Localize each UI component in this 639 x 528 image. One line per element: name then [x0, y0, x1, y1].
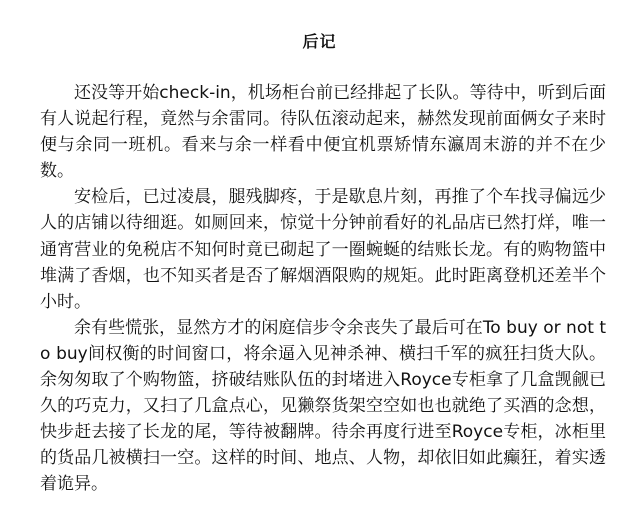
paragraph: 余有些慌张，显然方才的闲庭信步令余丧失了最后可在To buy or not to buy间权衡的时间窗口，将余逼入见神杀神、横扫千军的疯狂扫货大队。余匆匆取了个购物篮，挤破结账队伍的封堵进入Royce专柜拿了几盒觊觎已久的巧克力，又扫了几盒点心，见獭祭货架空空如也也就绝了买酒的念想，快步赶去接了长龙的尾，等待被翻牌。待余再度行进至Royce专柜，冰柜里的货品几被横扫一空。这样的时间、地点、人物，却依旧如此癫狂，着实透着诡异。: [40, 317, 606, 495]
document-body: [40, 80, 606, 498]
document-title: 后记: [302, 32, 337, 51]
paragraph: 安检后，已过凌晨，腿残脚疼，于是歇息片刻，再推了个车找寻偏远少人的店铺以待细逛。如厕回来，惊觉十分钟前看好的礼品店已然打烊，唯一通宵营业的免税店不知何时竟已砌起了一圈蜿蜒的结账长龙。有的购物篮中堆满了香烟，也不知买者是否了解烟酒限购的规矩。此时距离登机还差半个小时。: [40, 187, 606, 312]
paragraph: 还没等开始check-in，机场柜台前已经排起了长队。等待中，听到后面有人说起行程，竟然与余雷同。待队伍滚动起来，赫然发现前面俩女子来时便与余同一班机。看来与余一样看中便宜机票矫情东瀛周末游的并不在少数。: [40, 83, 606, 182]
